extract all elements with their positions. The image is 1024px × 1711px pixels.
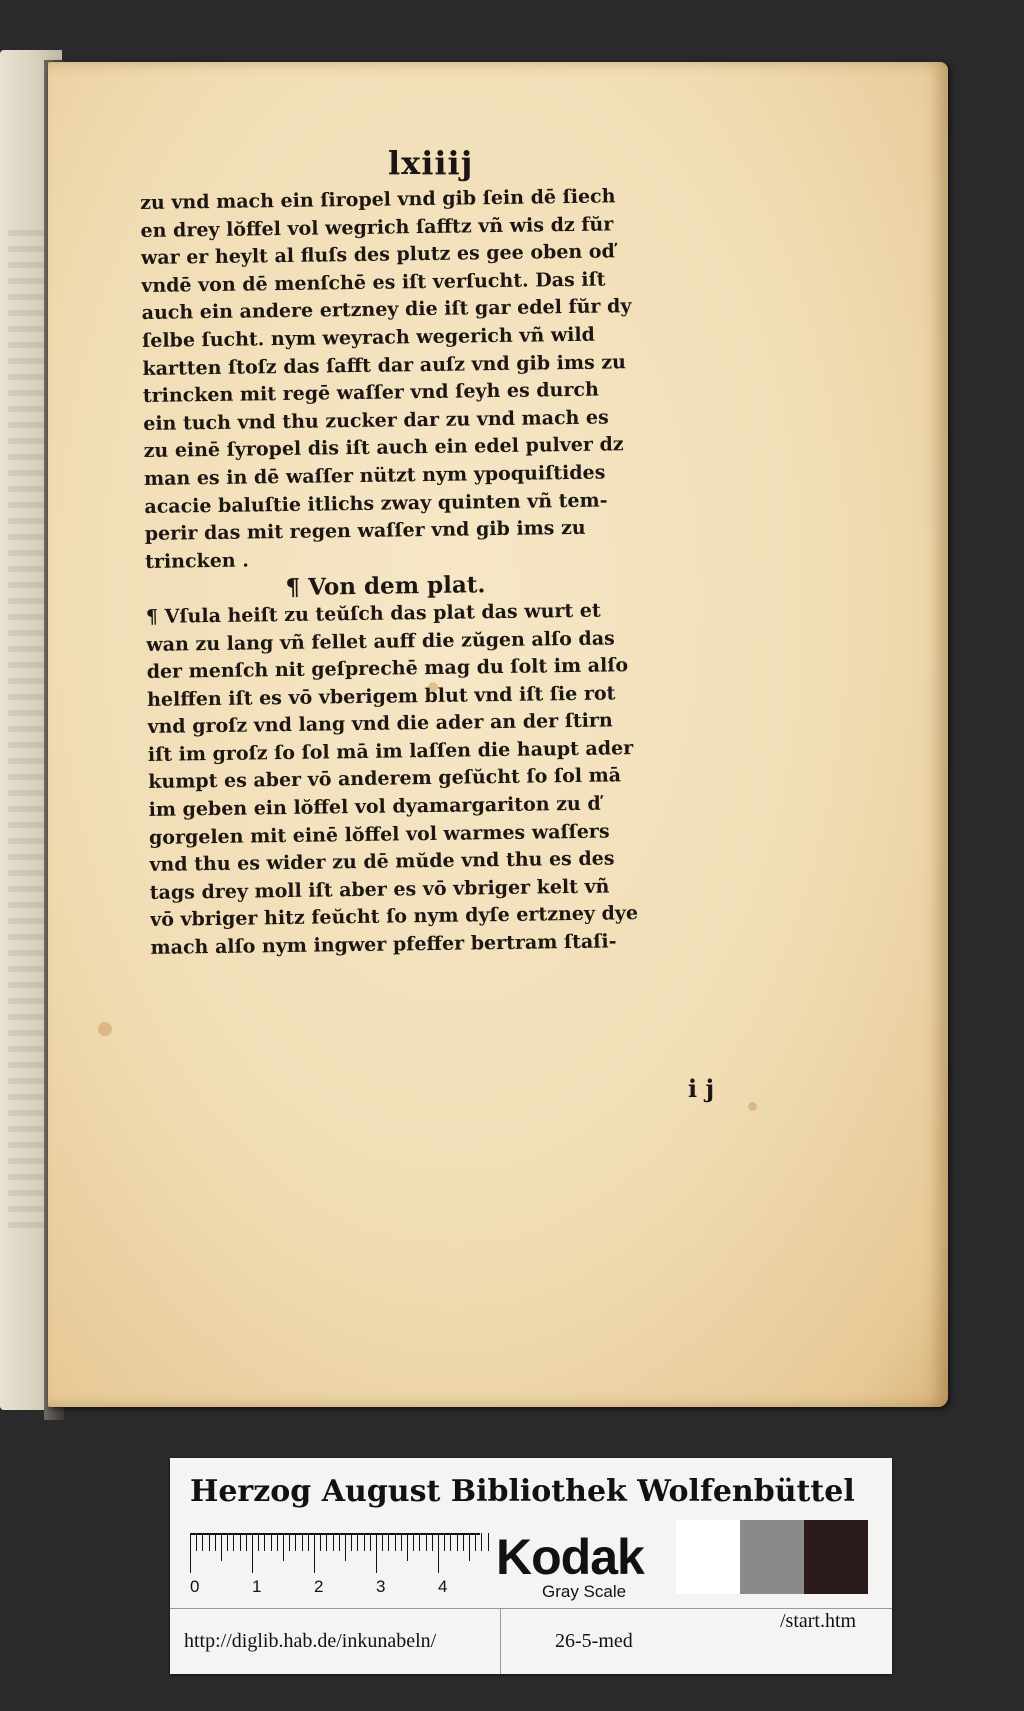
ruler-tick bbox=[252, 1533, 253, 1573]
ruler-tick bbox=[283, 1533, 284, 1561]
ruler-tick bbox=[196, 1533, 197, 1551]
signature-mark: i j bbox=[688, 1074, 715, 1103]
ruler-tick bbox=[314, 1533, 315, 1573]
ruler-tick bbox=[488, 1533, 489, 1551]
text-line: en drey lŏffel vol wegrich ſafftz vñ wis dz fŭr bbox=[140, 212, 614, 242]
ruler-tick bbox=[382, 1533, 383, 1551]
swatch-black bbox=[804, 1520, 868, 1594]
book-page bbox=[48, 62, 948, 1407]
ruler-tick bbox=[370, 1533, 371, 1551]
ruler-tick bbox=[345, 1533, 346, 1561]
text-line: ſelbe ſucht. nym weyrach wegerich vñ wild bbox=[141, 323, 596, 352]
ruler-tick bbox=[457, 1533, 458, 1551]
gray-scale-label: Gray Scale bbox=[542, 1582, 627, 1601]
ruler-label: 3 bbox=[376, 1577, 386, 1596]
text-line: trincken mit regē waſſer vnd ſeyh es durch bbox=[142, 378, 599, 408]
ruler-tick bbox=[190, 1533, 191, 1573]
text-line: iſt im groſz ſo ſol mā im laſſen die haupt ader bbox=[147, 737, 634, 766]
text-line: im geben ein lŏffel vol dyamargariton zu ď bbox=[148, 792, 601, 822]
blackletter-text-block bbox=[140, 181, 776, 962]
text-line: wan zu lang vñ fellet auff die zŭgen alſo das bbox=[146, 626, 615, 656]
ruler-tick bbox=[240, 1533, 241, 1551]
text-line: der menſch nit geſprechē mag du ſolt im alſo bbox=[146, 654, 629, 684]
text-line: vnd thu es wider zu dē mŭde vnd thu es des bbox=[149, 847, 615, 877]
ruler-tick bbox=[413, 1533, 414, 1551]
ruler-tick bbox=[376, 1533, 377, 1573]
ruler-tick bbox=[221, 1533, 222, 1561]
ruler-tick bbox=[289, 1533, 290, 1551]
ruler-tick bbox=[438, 1533, 439, 1573]
ruler-tick bbox=[351, 1533, 352, 1551]
ruler-tick bbox=[364, 1533, 365, 1551]
folio-number: lxiiij bbox=[388, 144, 474, 182]
text-line: kumpt es aber vō anderem geſŭcht ſo ſol mā bbox=[148, 764, 622, 794]
text-line: zu vnd mach ein ſiropel vnd gib ſein dē ſiech bbox=[140, 185, 616, 214]
ruler-tick bbox=[395, 1533, 396, 1551]
ruler-tick bbox=[426, 1533, 427, 1551]
ruler-tick bbox=[339, 1533, 340, 1551]
ruler-tick bbox=[320, 1533, 321, 1551]
ruler-tick bbox=[227, 1533, 228, 1551]
ruler-tick bbox=[407, 1533, 408, 1561]
card-divider bbox=[170, 1608, 892, 1609]
text-line: kartten ſtoſz das ſafft dar auſz vnd gib ims zu bbox=[142, 350, 627, 380]
ruler-tick bbox=[271, 1533, 272, 1551]
text-line: acacie baluſtie itlichs zway quinten vñ tem- bbox=[144, 489, 608, 518]
ruler-tick bbox=[264, 1533, 265, 1551]
text-line: ¶ Vſula heiſt zu teŭſch das plat das wurt et bbox=[145, 599, 601, 628]
ruler-tick bbox=[209, 1533, 210, 1551]
ruler-tick bbox=[233, 1533, 234, 1551]
text-line: trincken . bbox=[145, 549, 250, 573]
ruler-tick bbox=[419, 1533, 420, 1551]
ruler-tick bbox=[481, 1533, 482, 1551]
ruler-tick bbox=[333, 1533, 334, 1551]
ruler-label: 4 bbox=[438, 1577, 448, 1596]
text-line: ein tuch vnd thu zucker dar zu vnd mach es bbox=[143, 406, 609, 435]
text-line: helffen iſt es vō vberigem blut vnd iſt ſie rot bbox=[146, 682, 616, 711]
ruler-tick bbox=[302, 1533, 303, 1551]
text-line: gorgelen mit einē lŏffel vol warmes waſſers bbox=[148, 820, 610, 849]
text-line: mach alſo nym ingwer pfeffer bertram ſtaſi- bbox=[150, 930, 617, 959]
ruler-tick bbox=[357, 1533, 358, 1551]
text-line: vndē von dē menſchē es iſt verſucht. Das iſt bbox=[141, 268, 606, 297]
shelfmark: 26-5-med bbox=[555, 1630, 633, 1652]
kodak-logo: Kodak bbox=[496, 1529, 644, 1585]
ruler-tick bbox=[326, 1533, 327, 1551]
ruler-label: 2 bbox=[314, 1577, 324, 1596]
start-link: /start.htm bbox=[780, 1610, 857, 1632]
ruler-label: 0 bbox=[190, 1577, 200, 1596]
text-line: tags drey moll iſt aber es vō vbriger kelt vñ bbox=[149, 875, 610, 904]
ruler-tick bbox=[215, 1533, 216, 1551]
text-line: perir das mit regen waſſer vnd gib ims zu bbox=[144, 516, 586, 546]
facing-page-show-through bbox=[8, 230, 48, 1230]
ruler-tick bbox=[246, 1533, 247, 1551]
ruler-tick bbox=[258, 1533, 259, 1551]
library-title: Herzog August Bibliothek Wolfenbüttel bbox=[190, 1474, 855, 1509]
section-heading: ¶ Von dem plat. bbox=[285, 571, 486, 602]
color-scale-card bbox=[170, 1458, 892, 1674]
ruler-tick bbox=[463, 1533, 464, 1551]
text-line: vnd groſz vnd lang vnd die ader an der ſtirn bbox=[147, 709, 613, 739]
swatch-white bbox=[676, 1520, 740, 1594]
measurement-ruler bbox=[190, 1533, 480, 1603]
ruler-tick bbox=[432, 1533, 433, 1551]
card-divider bbox=[500, 1608, 501, 1674]
text-line: vō vbriger hitz feŭcht ſo nym dyſe ertzney dye bbox=[150, 902, 639, 932]
ruler-tick bbox=[295, 1533, 296, 1551]
ruler-tick bbox=[401, 1533, 402, 1551]
catalog-url: http://diglib.hab.de/inkunabeln/ bbox=[184, 1630, 437, 1652]
ruler-tick bbox=[469, 1533, 470, 1561]
text-line: war er heylt al fluſs des plutz es gee oben oď bbox=[140, 240, 615, 270]
text-line: zu einē ſyropel dis iſt auch ein edel pulver dz bbox=[143, 433, 624, 463]
ruler-tick bbox=[388, 1533, 389, 1551]
ruler-tick bbox=[475, 1533, 476, 1551]
ruler-tick bbox=[308, 1533, 309, 1551]
ruler-tick bbox=[202, 1533, 203, 1551]
ruler-tick bbox=[450, 1533, 451, 1551]
text-line: auch ein andere ertzney die iſt gar edel fŭr dy bbox=[141, 295, 632, 325]
ruler-label: 1 bbox=[252, 1577, 262, 1596]
swatch-gray bbox=[740, 1520, 804, 1594]
foxing-spot bbox=[98, 1022, 112, 1036]
foxing-spot bbox=[748, 1102, 757, 1111]
text-line: man es in dē waſſer nützt nym ypoquiſtides bbox=[143, 461, 606, 490]
ruler-tick bbox=[444, 1533, 445, 1551]
ruler-tick bbox=[277, 1533, 278, 1551]
